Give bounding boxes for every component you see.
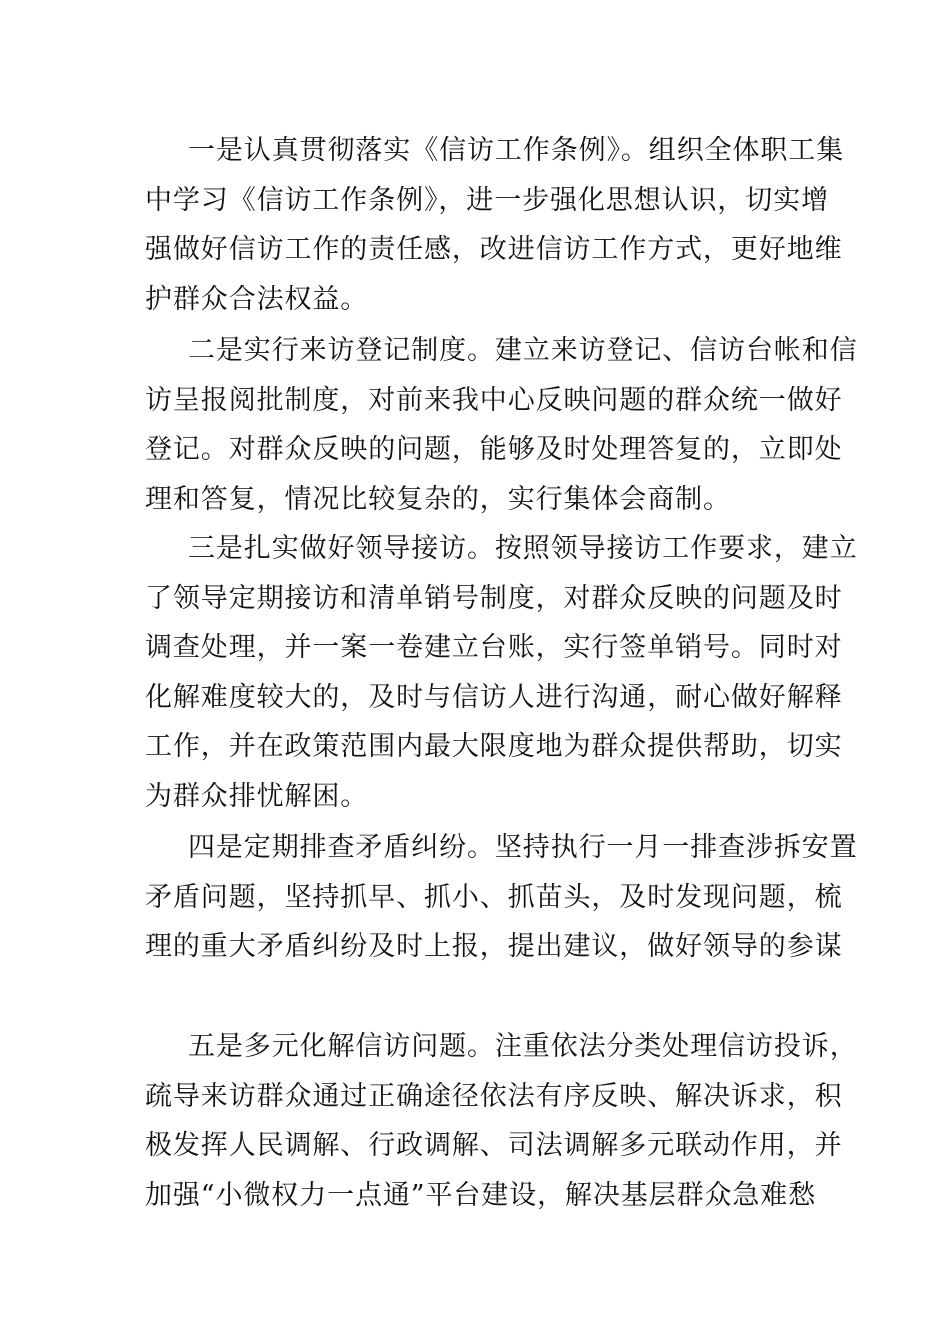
- paragraph-4: [145, 823, 858, 972]
- paragraph-3-line-2: 了领导定期接访和清单销号制度，对群众反映的问题及时: [145, 582, 843, 614]
- paragraph-2-line-1: 二是实行来访登记制度。建立来访登记、信访台帐和信: [188, 335, 858, 366]
- paragraph-4-line-2: 矛盾问题，坚持抓早、抓小、抓苗头，及时发现问题，梳: [145, 881, 843, 913]
- paragraph-5-line-1: 五是多元化解信访问题。注重依法分类处理信访投诉，: [188, 1031, 858, 1062]
- paragraph-5-line-3: 极发挥人民调解、行政调解、司法调解多元联动作用，并: [145, 1130, 843, 1161]
- paragraph-1-line-1: 一是认真贯彻落实《信访工作条例》。组织全体职工集: [188, 135, 845, 166]
- paragraph-2-line-4: 理和答复，情况比较复杂的，实行集体会商制。: [145, 483, 731, 515]
- paragraph-4-line-3: 理的重大矛盾纠纷及时上报，提出建议，做好领导的参谋: [145, 931, 843, 962]
- paragraph-5: [145, 1022, 858, 1220]
- paragraph-1-line-2: 中学习《信访工作条例》，进一步强化思想认识，切实增: [145, 184, 829, 216]
- paragraph-3-line-6: 为群众排忧解困。: [145, 780, 369, 812]
- paragraph-3-line-4: 化解难度较大的，及时与信访人进行沟通，耐心做好解释: [145, 681, 843, 713]
- paragraph-3: [145, 524, 858, 821]
- paragraph-1-line-4: 护群众合法权益。: [145, 283, 369, 315]
- paragraph-2-line-3: 登记。对群众反映的问题，能够及时处理答复的，立即处: [145, 434, 843, 465]
- paragraph-4-line-1: 四是定期排查矛盾纠纷。坚持执行一月一排查涉拆安置: [188, 832, 858, 863]
- paragraph-3-line-3: 调查处理，并一案一卷建立台账，实行签单销号。同时对: [145, 632, 843, 663]
- paragraph-5-line-4: 加强“小微权力一点通”平台建设，解决基层群众急难愁: [145, 1179, 817, 1211]
- paragraph-5-line-2: 疏导来访群众通过正确途径依法有序反映、解决诉求，积: [145, 1080, 843, 1112]
- paragraph-2: [145, 326, 858, 524]
- paragraph-3-line-5: 工作，并在政策范围内最大限度地为群众提供帮助，切实: [145, 731, 843, 762]
- paragraph-1-line-3: 强做好信访工作的责任感，改进信访工作方式，更好地维: [145, 234, 843, 265]
- paragraph-2-line-2: 访呈报阅批制度，对前来我中心反映问题的群众统一做好: [145, 384, 843, 416]
- paragraph-1: [145, 126, 845, 324]
- paragraph-3-line-1: 三是扎实做好领导接访。按照领导接访工作要求，建立: [188, 533, 858, 564]
